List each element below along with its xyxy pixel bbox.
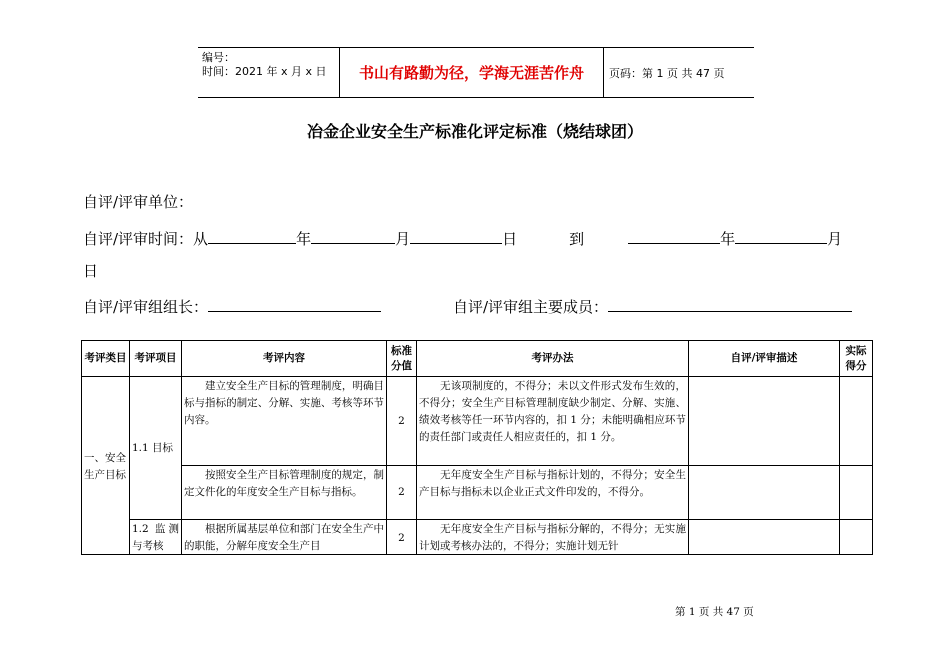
page-header xyxy=(198,47,754,98)
members-label: 自评/评审组主要成员： xyxy=(453,298,609,316)
time-line xyxy=(83,229,842,249)
header-actual: 实际得分 xyxy=(840,341,873,377)
actual-score-cell[interactable] xyxy=(840,466,873,520)
time-label: 自评/评审时间：从 xyxy=(83,230,209,248)
header-left xyxy=(202,51,327,79)
header-item: 考评项目 xyxy=(130,341,182,377)
header-category: 考评类目 xyxy=(82,341,130,377)
doc-time-label: 时间：2021 年 x 月 x 日 xyxy=(202,65,327,78)
to-text: 到 xyxy=(569,230,585,248)
leader-blank[interactable] xyxy=(208,297,381,312)
unit-label: 自评/评审单位： xyxy=(83,193,194,211)
table-row xyxy=(82,466,873,520)
header-content: 考评内容 xyxy=(182,341,387,377)
members-blank[interactable] xyxy=(608,297,852,312)
header-motto: 书山有路勤为径，学海无涯苦作舟 xyxy=(339,48,604,97)
from-year-blank[interactable] xyxy=(208,229,296,244)
method-cell: 无年度安全生产目标与指标计划的，不得分；安全生产目标与指标未以企业正式文件印发的，不得分。 xyxy=(417,466,689,520)
table-bottom-border xyxy=(81,554,873,555)
category-cell: 一、安全生产目标 xyxy=(82,377,130,557)
to-month-blank[interactable] xyxy=(735,229,827,244)
item-cell: 1.1 目标 xyxy=(130,377,182,520)
day-line xyxy=(83,261,98,281)
table-row xyxy=(82,377,873,466)
desc-cell[interactable] xyxy=(689,377,840,466)
unit-line xyxy=(83,192,193,212)
actual-score-cell[interactable] xyxy=(840,520,873,557)
table-row xyxy=(82,520,873,557)
month-text: 月 xyxy=(395,230,411,248)
content-cell: 根据所属基层单位和部门在安全生产中的职能，分解年度安全生产目 xyxy=(182,520,387,557)
actual-score-cell[interactable] xyxy=(840,377,873,466)
from-month-blank[interactable] xyxy=(311,229,395,244)
year-text: 年 xyxy=(296,230,312,248)
header-desc: 自评/评审描述 xyxy=(689,341,840,377)
item-cell: 1.2 监测与考核 xyxy=(130,520,182,557)
month-text-2: 月 xyxy=(827,230,843,248)
content-cell: 建立安全生产目标的管理制度，明确目标与指标的制定、分解、实施、考核等环节内容。 xyxy=(182,377,387,466)
header-method: 考评办法 xyxy=(417,341,689,377)
year-text-2: 年 xyxy=(720,230,736,248)
header-score: 标准分值 xyxy=(387,341,417,377)
day-text: 日 xyxy=(502,230,518,248)
from-day-blank[interactable] xyxy=(410,229,502,244)
score-cell: 2 xyxy=(387,466,417,520)
evaluation-table xyxy=(81,340,873,557)
table-header-row xyxy=(82,341,873,377)
score-cell: 2 xyxy=(387,377,417,466)
desc-cell[interactable] xyxy=(689,466,840,520)
page-bottom-area xyxy=(0,555,950,672)
doc-number-label: 编号： xyxy=(202,51,235,64)
day-text-2: 日 xyxy=(83,262,99,280)
leader-label: 自评/评审组组长： xyxy=(83,298,209,316)
members-line xyxy=(453,297,852,317)
document-title: 冶金企业安全生产标准化评定标准（烧结球团） xyxy=(306,122,643,141)
method-cell: 无该项制度的，不得分；未以文件形式发布生效的，不得分；安全生产目标管理制度缺少制定、分解、实施、绩效考核等任一环节内容的，扣 1 分；未能明确相应环节的责任部门或责任人相应责任的，扣 1 分。 xyxy=(417,377,689,466)
page-footer: 第 1 页 共 47 页 xyxy=(675,606,754,618)
content-cell: 按照安全生产目标管理制度的规定，制定文件化的年度安全生产目标与指标。 xyxy=(182,466,387,520)
method-cell: 无年度安全生产目标与指标分解的，不得分；无实施计划或考核办法的，不得分；实施计划无针 xyxy=(417,520,689,557)
desc-cell[interactable] xyxy=(689,520,840,557)
leader-line xyxy=(83,297,381,317)
to-year-blank[interactable] xyxy=(628,229,720,244)
score-cell: 2 xyxy=(387,520,417,557)
header-page-info: 页码：第 1 页 共 47 页 xyxy=(609,67,725,80)
